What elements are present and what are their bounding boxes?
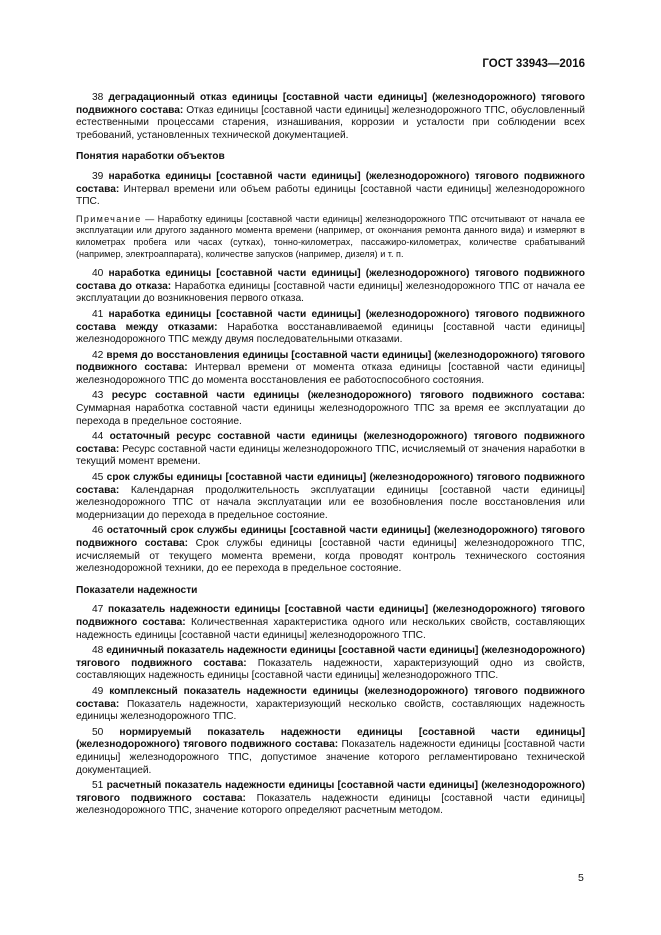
page-number: 5 — [578, 872, 584, 884]
term-definition: Наработка единицы [составной части единицы] железнодорожного ТПС от начала ее эксплуатации до возникновения первого отказа. — [76, 280, 585, 305]
term-definition: Ресурс составной части единицы железнодорожного ТПС, исчисляемый от значения наработки в текущий момент времени. — [76, 443, 585, 468]
term-number: 40 — [92, 268, 104, 280]
term-39 — [76, 171, 585, 209]
note — [76, 214, 585, 260]
term-number: 39 — [92, 170, 104, 182]
term-number: 45 — [92, 472, 104, 484]
term-title: наработка единицы [составной части единицы] (железнодорожного) тягового подвижного состава между отказами: — [76, 308, 585, 333]
term-number: 50 — [92, 726, 104, 738]
term-46 — [76, 525, 585, 575]
term-title: наработка единицы [составной части единицы] (железнодорожного) тягового подвижного состава до отказа: — [76, 268, 585, 292]
term-number: 42 — [92, 349, 104, 361]
section-heading-reliability-indicators: Показатели надежности — [76, 584, 198, 596]
term-title: расчетный показатель надежности единицы [составной части единицы] (железнодорожного) тягового подвижного состава: — [76, 780, 585, 804]
term-definition: Показатель надежности, характеризующий одно из свойств, составляющих надежность единицы [составной части единицы] железнодорожного ТПС. — [76, 657, 585, 682]
term-definition: Показатель надежности, характеризующий несколько свойств, составляющих надежность единицы железнодорожного ТПС. — [76, 698, 585, 723]
term-number: 43 — [92, 390, 104, 402]
term-definition: Отказ единицы [составной части единицы] железнодорожного ТПС, обусловленный естественными процессами старения, изнашивания, коррозии и усталости при соблюдении всех требований, установленных технической документацией. — [76, 104, 585, 141]
term-title: нормируемый показатель надежности единицы [составной части единицы] (железнодорожного) тягового подвижного состава: — [76, 726, 585, 751]
note-label: Примечание — [76, 213, 142, 224]
note-text: Наработку единицы [составной части единицы] железнодорожного ТПС отсчитывают от начала ее эксплуатации или другого заданного момента времени (например, от окончания ремонта данного вида) и измеряют в километрах пробега или часах (сутках), тонно-километрах, пассажиро-километрах, количестве срабатываний (например, электроаппарата), количестве запусков (например, дизеля) и т. п. — [76, 213, 585, 259]
term-number: 49 — [92, 685, 104, 697]
term-definition: Наработка восстанавливаемой единицы [составной части единицы] железнодорожного ТПС между двумя последовательными отказами. — [76, 321, 585, 346]
term-38 — [76, 92, 585, 142]
term-definition: Количественная характеристика одного или нескольких свойств, составляющих надежность единицы [составной части единицы] железнодорожного ТПС. — [76, 616, 585, 641]
term-title: деградационный отказ единицы [составной части единицы] (железнодорожного) тягового подвижного состава: — [76, 92, 585, 116]
term-41 — [76, 309, 585, 347]
term-definition: Календарная продолжительность эксплуатации единицы [составной части единицы] железнодорожного ТПС от начала эксплуатации или ее возобновления после восстановления или модернизации до перехода в предельное состояние. — [76, 484, 585, 521]
section-heading-operating-time: Понятия наработки объектов — [76, 151, 225, 163]
document-code: ГОСТ 33943—2016 — [482, 58, 585, 70]
term-definition: Интервал времени от момента отказа единицы [составной части единицы] железнодорожного ТПС до момента восстановления ее работоспособного состояния. — [76, 362, 585, 386]
term-47 — [76, 604, 585, 642]
term-40 — [76, 268, 585, 306]
term-51 — [76, 780, 585, 818]
term-definition: Интервал времени или объем работы единицы [составной части единицы] железнодорожного ТПС. — [76, 183, 585, 208]
term-title: наработка единицы [составной части единицы] (железнодорожного) тягового подвижного состава: — [76, 170, 585, 195]
term-number: 41 — [92, 308, 104, 320]
term-number: 38 — [92, 92, 104, 103]
term-42 — [76, 350, 585, 388]
term-definition: Показатель надежности единицы [составной части единицы] железнодорожного ТПС, значение которого определяют расчетным методом. — [76, 792, 585, 817]
term-title: комплексный показатель надежности единицы (железнодорожного) тягового подвижного состава: — [76, 685, 585, 710]
term-50 — [76, 727, 585, 777]
term-definition: Показатель надежности единицы [составной части единицы] железнодорожного ТПС, допустимое значение которого регламентировано технической документацией. — [76, 739, 585, 776]
term-title: показатель надежности единицы [составной части единицы] (железнодорожного) тягового подвижного состава: — [76, 604, 585, 628]
term-number: 51 — [92, 780, 104, 792]
term-definition: Суммарная наработка составной части единицы железнодорожного ТПС за время ее эксплуатации до перехода в предельное состояние. — [76, 403, 585, 427]
term-title: единичный показатель надежности единицы [составной части единицы] (железнодорожного) тягового подвижного состава: — [76, 645, 585, 669]
term-44 — [76, 431, 585, 469]
document-body — [76, 92, 585, 821]
term-49 — [76, 686, 585, 724]
term-title: остаточный ресурс составной части единицы (железнодорожного) тягового подвижного состава: — [76, 431, 585, 455]
term-number: 47 — [92, 604, 104, 616]
term-number: 46 — [92, 525, 104, 537]
term-48 — [76, 645, 585, 683]
term-title: ресурс составной части единицы (железнодорожного) тягового подвижного состава: — [111, 390, 585, 402]
term-definition: Срок службы единицы [составной части единицы] железнодорожного ТПС, исчисляемый от текущего момента времени, когда проводят контроль технического состояния железнодорожной техники, до ее перехода в предельное состояние. — [76, 538, 585, 575]
term-43 — [76, 390, 585, 428]
term-title: остаточный срок службы единицы [составной части единицы] (железнодорожного) тягового подвижного состава: — [76, 525, 585, 549]
note-dash: — — [141, 213, 158, 224]
term-number: 48 — [92, 645, 104, 657]
term-number: 44 — [92, 431, 104, 443]
term-title: время до восстановления единицы [составной части единицы] (железнодорожного) тягового подвижного состава: — [76, 349, 585, 374]
term-45 — [76, 472, 585, 522]
term-title: срок службы единицы [составной части единицы] (железнодорожного) тягового подвижного состава: — [76, 472, 585, 496]
